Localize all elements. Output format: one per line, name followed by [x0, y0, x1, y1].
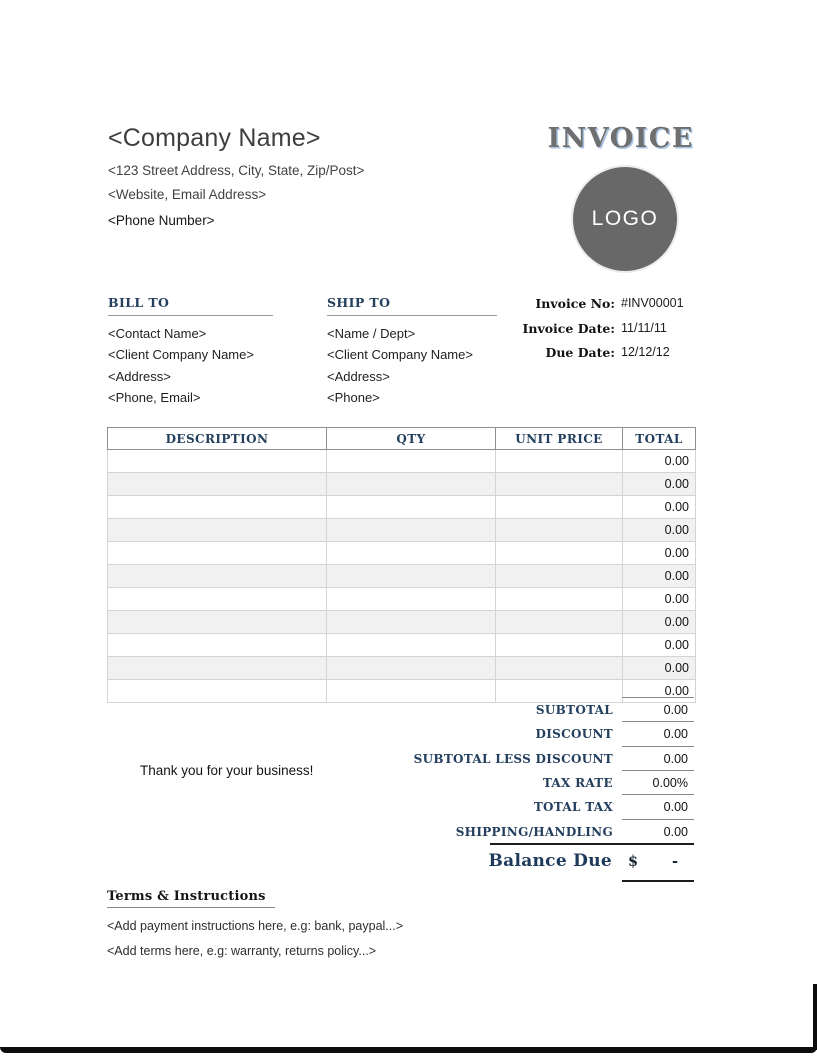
currency-symbol: $	[628, 852, 639, 870]
subtotal-row	[250, 697, 694, 721]
balance-due-value[interactable]	[622, 853, 694, 870]
bill-to-phone-email[interactable]: <Phone, Email>	[108, 390, 201, 406]
item-description-cell[interactable]	[108, 588, 327, 611]
item-qty-cell[interactable]	[327, 611, 496, 634]
totals-block	[250, 697, 694, 843]
company-address[interactable]: <123 Street Address, City, State, Zip/Post>	[108, 163, 365, 178]
bill-to-divider	[108, 315, 273, 316]
bill-to-address[interactable]: <Address>	[108, 368, 171, 384]
item-qty-cell[interactable]	[327, 496, 496, 519]
terms-placeholder[interactable]: <Add terms here, e.g: warranty, returns policy...>	[107, 944, 377, 958]
balance-due-row	[300, 848, 694, 874]
payment-instructions-placeholder[interactable]: <Add payment instructions here, e.g: bank, paypal...>	[107, 919, 404, 933]
discount-label: DISCOUNT	[535, 727, 613, 742]
item-unit-price-cell[interactable]	[496, 588, 623, 611]
item-total-cell[interactable]: 0.00	[623, 473, 696, 496]
ship-to-name-dept[interactable]: <Name / Dept>	[327, 326, 416, 341]
terms-heading: Terms & Instructions	[107, 889, 266, 904]
total-tax-value[interactable]: 0.00	[622, 794, 694, 818]
item-unit-price-cell[interactable]	[496, 542, 623, 565]
invoice-number-value[interactable]: #INV00001	[621, 296, 684, 310]
item-row	[108, 565, 696, 588]
item-description-cell[interactable]	[108, 611, 327, 634]
item-unit-price-cell[interactable]	[496, 473, 623, 496]
tax-rate-value[interactable]: 0.00%	[622, 770, 694, 794]
header-qty: QTY	[327, 428, 496, 450]
item-qty-cell[interactable]	[327, 634, 496, 657]
item-description-cell[interactable]	[108, 657, 327, 680]
ship-to-address[interactable]: <Address>	[327, 368, 390, 384]
bill-to-block	[108, 295, 288, 409]
item-unit-price-cell[interactable]	[496, 496, 623, 519]
item-description-cell[interactable]	[108, 565, 327, 588]
item-unit-price-cell[interactable]	[496, 450, 623, 473]
item-total-cell[interactable]: 0.00	[623, 450, 696, 473]
invoice-meta-block	[430, 296, 694, 370]
item-total-cell[interactable]: 0.00	[623, 496, 696, 519]
shipping-handling-label: SHIPPING/HANDLING	[455, 824, 613, 839]
tax-rate-label: TAX RATE	[542, 776, 613, 791]
item-total-cell[interactable]: 0.00	[623, 542, 696, 565]
item-unit-price-cell[interactable]	[496, 657, 623, 680]
item-qty-cell[interactable]	[327, 473, 496, 496]
balance-due-top-rule	[490, 843, 694, 845]
header-description: DESCRIPTION	[108, 428, 327, 450]
ship-to-phone[interactable]: <Phone>	[327, 390, 380, 406]
item-qty-cell[interactable]	[327, 588, 496, 611]
item-row	[108, 496, 696, 519]
ship-to-heading: SHIP TO	[327, 295, 391, 310]
item-description-cell[interactable]	[108, 542, 327, 565]
company-phone[interactable]: <Phone Number>	[108, 213, 215, 228]
item-qty-cell[interactable]	[327, 542, 496, 565]
item-total-cell[interactable]: 0.00	[623, 657, 696, 680]
item-description-cell[interactable]	[108, 519, 327, 542]
bill-to-heading: BILL TO	[108, 295, 170, 310]
shipping-handling-row	[250, 819, 694, 843]
invoice-date-row	[430, 321, 694, 346]
due-date-label: Due Date:	[545, 345, 615, 360]
ship-to-company-name[interactable]: <Client Company Name>	[327, 347, 473, 363]
subtotal-label: SUBTOTAL	[535, 703, 613, 717]
balance-due-amount: -	[671, 852, 678, 870]
item-unit-price-cell[interactable]	[496, 634, 623, 657]
item-row	[108, 473, 696, 496]
invoice-number-label: Invoice No:	[535, 296, 615, 311]
tax-rate-row	[250, 770, 694, 794]
item-total-cell[interactable]: 0.00	[623, 634, 696, 657]
item-qty-cell[interactable]	[327, 450, 496, 473]
discount-row	[250, 721, 694, 745]
item-description-cell[interactable]	[108, 634, 327, 657]
header-total: TOTAL	[623, 428, 696, 450]
item-qty-cell[interactable]	[327, 519, 496, 542]
item-total-cell[interactable]: 0.00	[623, 588, 696, 611]
shipping-handling-value[interactable]: 0.00	[622, 819, 694, 843]
company-website-email[interactable]: <Website, Email Address>	[108, 187, 267, 202]
discount-value[interactable]: 0.00	[622, 721, 694, 745]
item-unit-price-cell[interactable]	[496, 565, 623, 588]
item-qty-cell[interactable]	[327, 657, 496, 680]
terms-divider	[107, 907, 275, 908]
item-row	[108, 519, 696, 542]
item-total-cell[interactable]: 0.00	[623, 565, 696, 588]
total-tax-label: TOTAL TAX	[533, 800, 613, 815]
item-unit-price-cell[interactable]	[496, 519, 623, 542]
invoice-title: INVOICE	[547, 123, 694, 154]
due-date-row	[430, 345, 694, 370]
item-row	[108, 634, 696, 657]
terms-block	[107, 889, 527, 958]
item-row	[108, 657, 696, 680]
balance-due-label: Balance Due	[488, 851, 612, 871]
balance-due-bottom-rule	[622, 880, 694, 882]
invoice-number-row	[430, 296, 694, 321]
screenshot-right-edge	[813, 984, 817, 1050]
due-date-value[interactable]: 12/12/12	[621, 345, 670, 359]
item-description-cell[interactable]	[108, 473, 327, 496]
item-row	[108, 611, 696, 634]
bill-to-company-name[interactable]: <Client Company Name>	[108, 347, 254, 363]
subtotal-less-discount-row	[250, 746, 694, 770]
item-total-cell[interactable]: 0.00	[623, 680, 696, 703]
thank-you-message: Thank you for your business!	[140, 763, 314, 778]
item-description-cell[interactable]	[108, 496, 327, 519]
header-unit-price: UNIT PRICE	[496, 428, 623, 450]
item-row	[108, 450, 696, 473]
invoice-date-label: Invoice Date:	[522, 320, 615, 336]
invoice-date-value[interactable]: 11/11/11	[621, 320, 667, 335]
company-block	[108, 122, 528, 228]
company-name[interactable]: <Company Name>	[108, 124, 321, 152]
items-header-row	[108, 428, 696, 450]
subtotal-less-discount-label: SUBTOTAL LESS DISCOUNT	[413, 751, 613, 766]
item-row	[108, 588, 696, 611]
item-total-cell[interactable]: 0.00	[623, 519, 696, 542]
subtotal-less-discount-value[interactable]: 0.00	[622, 746, 694, 770]
logo-circle[interactable]	[573, 167, 677, 271]
screenshot-bottom-edge	[0, 1047, 817, 1053]
items-table	[107, 427, 696, 703]
bill-to-contact-name[interactable]: <Contact Name>	[108, 326, 207, 341]
item-qty-cell[interactable]	[327, 565, 496, 588]
item-row	[108, 542, 696, 565]
total-tax-row	[250, 794, 694, 818]
item-description-cell[interactable]	[108, 450, 327, 473]
logo-placeholder-text: LOGO	[591, 207, 659, 230]
subtotal-value[interactable]: 0.00	[622, 697, 694, 721]
item-unit-price-cell[interactable]	[496, 611, 623, 634]
item-total-cell[interactable]: 0.00	[623, 611, 696, 634]
